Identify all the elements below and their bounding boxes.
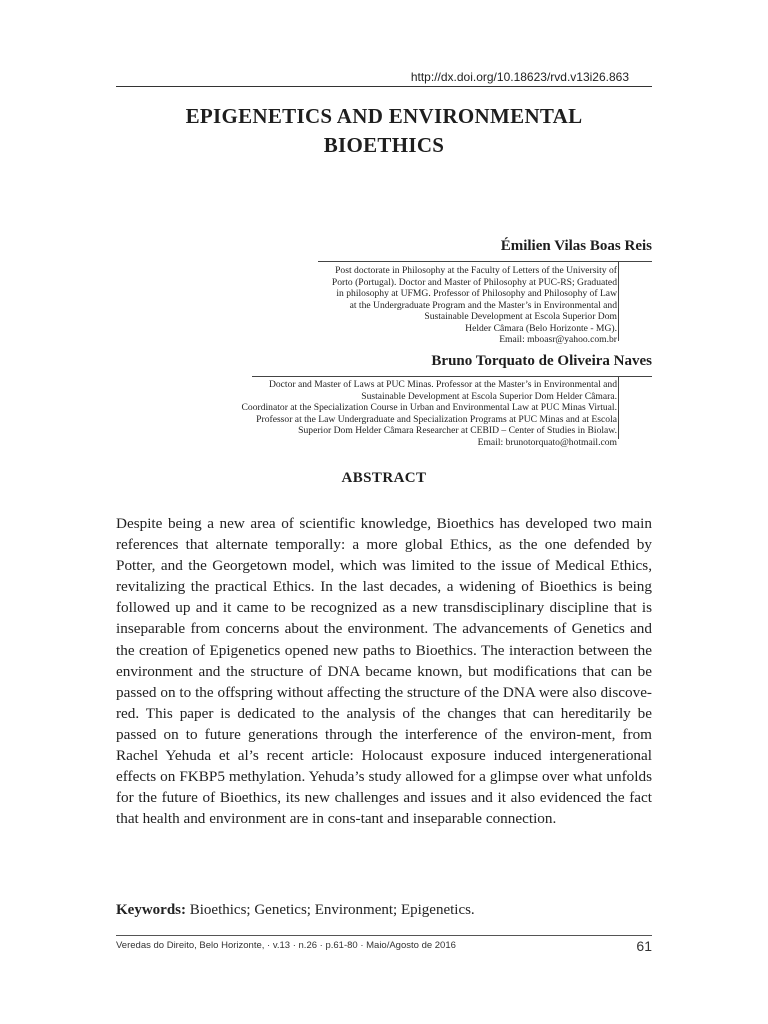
affiliation-rule-side-1 xyxy=(618,261,619,341)
abstract-heading: ABSTRACT xyxy=(341,470,427,486)
affiliation-line: Post doctorate in Philosophy at the Faculty of Letters of the University of xyxy=(335,265,617,276)
affiliation-line: Coordinator at the Specialization Course in Urban and Environmental Law at PUC Minas Virtual. xyxy=(241,402,617,413)
paper-title xyxy=(116,102,652,160)
header-rule xyxy=(116,86,652,87)
keywords xyxy=(116,902,652,919)
keywords-label: Keywords: xyxy=(116,902,186,918)
affiliation-block-2 xyxy=(242,379,617,448)
keywords-list: Bioethics; Genetics; Environment; Epigenetics. xyxy=(186,902,475,918)
affiliation-line: Sustainable Development at Escola Superior Dom xyxy=(424,311,617,322)
affiliation-line: in philosophy at UFMG. Professor of Philosophy and Philosophy of Law xyxy=(336,288,617,299)
author-name-2: Bruno Torquato de Oliveira Naves xyxy=(431,353,652,369)
page-number: 61 xyxy=(636,938,652,954)
doi-link[interactable]: http://dx.doi.org/10.18623/rvd.v13i26.863 xyxy=(410,70,629,84)
footer-citation: Veredas do Direito, Belo Horizonte, · v.13 · n.26 · p.61-80 · Maio/Agosto de 2016 xyxy=(116,940,456,951)
abstract-text: Despite being a new area of scientific knowledge, Bioethics has developed two main references that alternate temporally: a more global Ethics, as the one defended by Potter, and the Georgetown model, which was limited to the issue of Medical Ethics, revitalizing the practical Ethics. In the last decades, a widening of Bioethics is being followed up and it came to be recognized as a new transdisciplinary discipline that is inseparable from concerns about the environment. The advancements of Genetics and the creation of Epigenetics opened new paths to Bioethics. The interaction between the environment and the structure of DNA became known, but modifications that can be passed on to the offspring without affecting the structure of the DNA were also discove-red. This paper is dedicated to the analysis of the changes that can hereditarily be passed on to future generations through the interference of the environ-ment, from Rachel Yehuda et al’s recent article: Holocaust exposure induced intergenerational effects on FKBP5 methylation. Yehuda’s study allowed for a glimpse over what unfolds for the future of Bioethics, its new challenges and issues and it also evidenced the fact that health and environment are in cons-tant and inseparable connection. xyxy=(116,515,652,828)
affiliation-rule-top-2 xyxy=(252,376,652,377)
title-line-2: BIOETHICS xyxy=(323,133,445,157)
affiliation-rule-side-2 xyxy=(618,376,619,439)
affiliation-line: at the Undergraduate Program and the Master’s in Environmental and xyxy=(349,299,617,311)
footer-rule xyxy=(116,935,652,936)
title-line-1: EPIGENETICS AND ENVIRONMENTAL xyxy=(185,104,583,128)
affiliation-email[interactable]: Email: brunotorquato@hotmail.com xyxy=(477,436,617,448)
author-name-1: Émilien Vilas Boas Reis xyxy=(500,238,652,254)
affiliation-line: Superior Dom Helder Câmara Researcher at CEBID – Center of Studies in Biolaw. xyxy=(298,425,617,436)
affiliation-rule-top-1 xyxy=(318,261,652,262)
affiliation-line: Professor at the Law Undergraduate and Specialization Programs at PUC Minas and at Escola xyxy=(256,413,617,425)
affiliation-line: Sustainable Development at Escola Superior Dom Helder Câmara. xyxy=(361,390,617,402)
affiliation-line: Porto (Portugal). Doctor and Master of Philosophy at PUC-RS; Graduated xyxy=(331,276,617,288)
affiliation-email[interactable]: Email: mboasr@yahoo.com.br xyxy=(499,334,617,345)
affiliation-block-1 xyxy=(332,265,617,346)
affiliation-line: Doctor and Master of Laws at PUC Minas. Professor at the Master’s in Environmental and xyxy=(268,379,617,390)
affiliation-line: Helder Câmara (Belo Horizonte - MG). xyxy=(465,322,617,334)
